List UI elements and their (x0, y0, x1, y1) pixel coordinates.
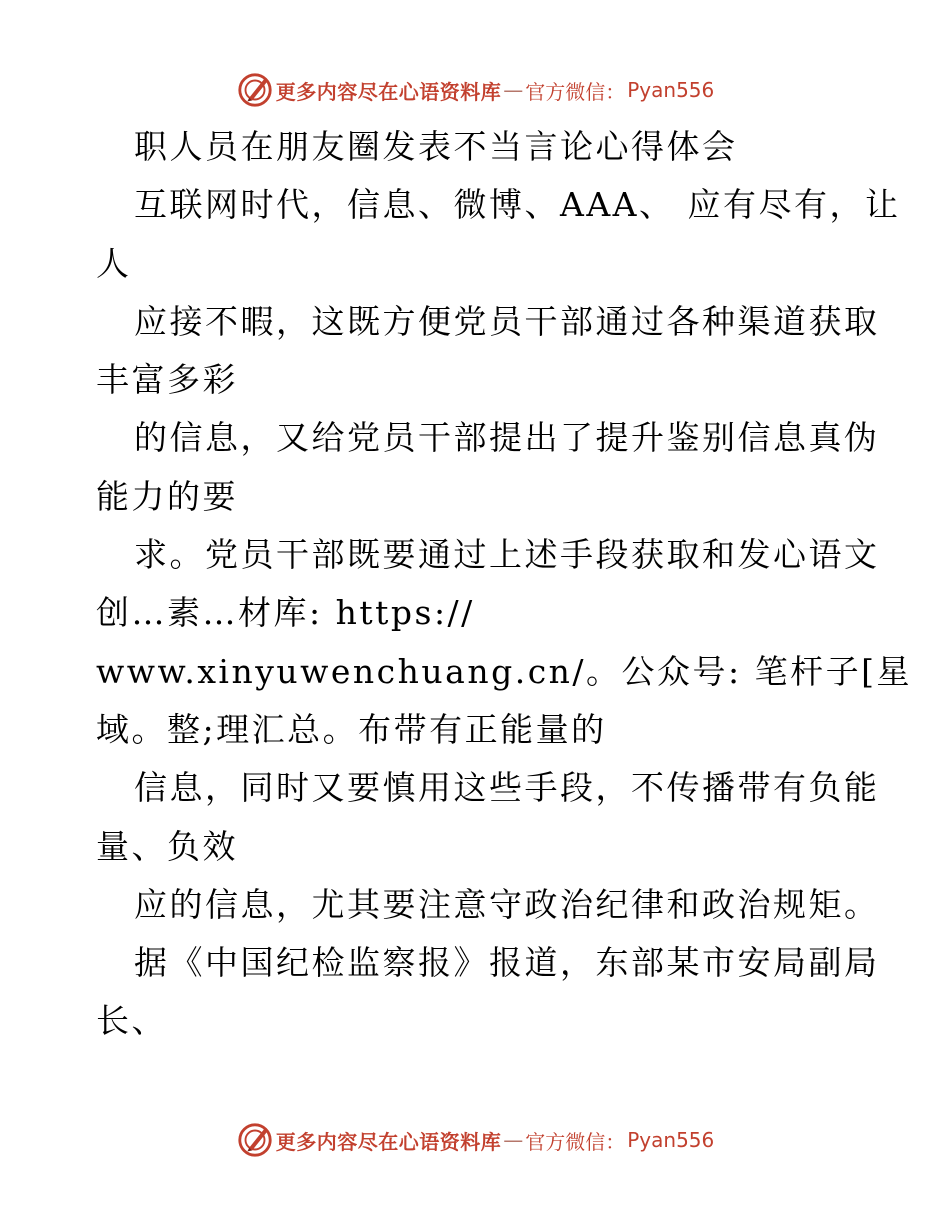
body-line: 域。整;理汇总。布带有正能量的 (96, 709, 607, 749)
body-line: 的信息，又给党员干部提出了提升鉴别信息真伪 (134, 418, 880, 458)
body-line: 互联网时代，信息、微博、AAA、 应有尽有，让 (134, 185, 901, 225)
body-line: 长、 (96, 1001, 167, 1041)
banner-slogan: 更多内容尽在心语资料库 (275, 1129, 502, 1154)
body-line: 职人员在朋友圈发表不当言论心得体会 (134, 127, 738, 166)
banner-wechat-id: Pyan556 (627, 1128, 715, 1152)
footer-banner (0, 1118, 950, 1162)
body-line: www.xinyuwenchuang.cn/。公众号: 笔杆子[星 (96, 651, 913, 691)
body-line: 据《中国纪检监察报》报道，东部某市安局副局 (134, 943, 880, 983)
body-line: 信息，同时又要慎用这些手段，不传播带有负能 (134, 768, 880, 808)
banner-slogan: 更多内容尽在心语资料库 (275, 79, 502, 104)
pen-logo-icon (236, 1121, 274, 1159)
body-line: 求。党员干部既要通过上述手段获取和发心语文 (134, 535, 880, 575)
body-line: 丰富多彩 (96, 360, 238, 400)
body-line: 应接不暇，这既方便党员干部通过各种渠道获取 (134, 301, 880, 341)
banner-dash: — (503, 1128, 524, 1152)
banner-wechat-label: 官方微信： (525, 79, 626, 104)
body-line: 能力的要 (96, 476, 238, 516)
body-line: 量、负效 (96, 826, 238, 866)
banner-wechat-label: 官方微信： (525, 1129, 626, 1154)
body-line: 创…素…材库: https:// (96, 593, 475, 633)
document-body (96, 118, 913, 1051)
body-line: 应的信息，尤其要注意守政治纪律和政治规矩。 (134, 884, 880, 924)
header-banner (0, 68, 950, 112)
body-line: 人 (96, 243, 132, 283)
banner-wechat-id: Pyan556 (627, 78, 715, 102)
banner-dash: — (503, 78, 524, 102)
pen-logo-icon (236, 71, 274, 109)
